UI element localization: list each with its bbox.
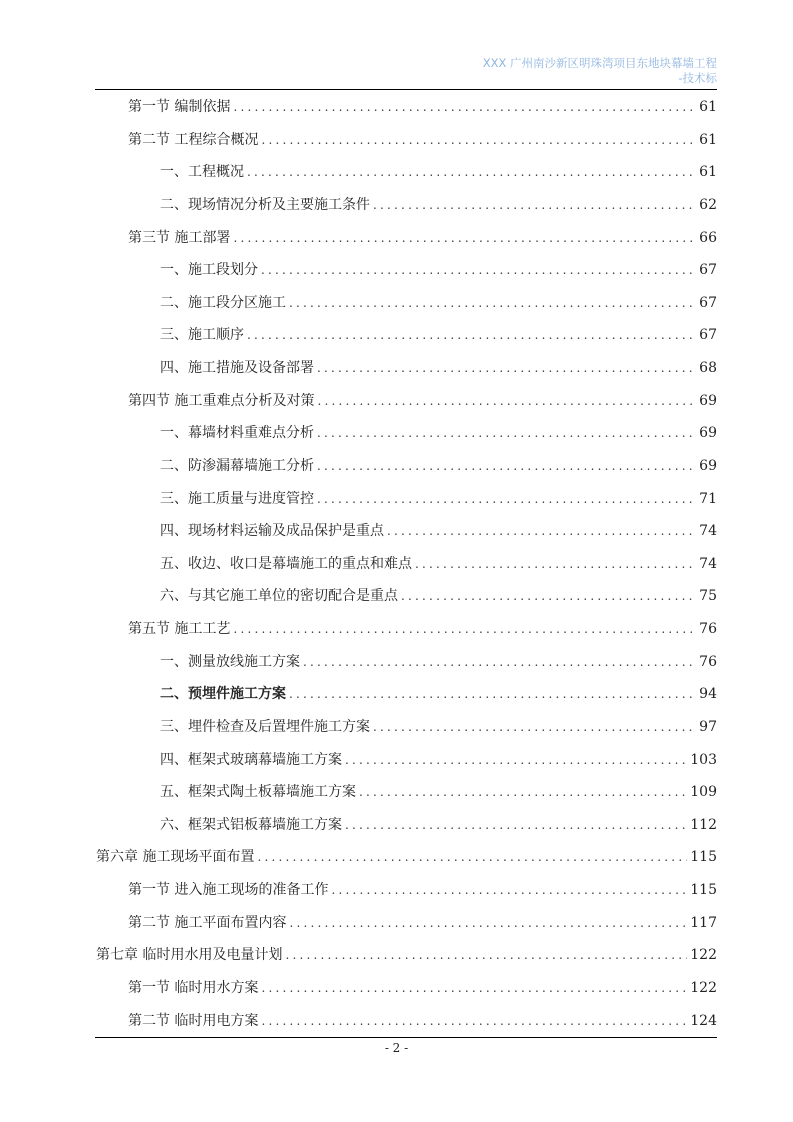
toc-entry[interactable] <box>95 324 717 357</box>
toc-entry-page: 66 <box>699 229 717 246</box>
header-title: XXX 广州南沙新区明珠湾项目东地块幕墙工程 <box>482 56 717 70</box>
toc-entry-title: 第三节 施工部署 <box>128 229 231 246</box>
toc-entry-page: 75 <box>699 588 717 605</box>
toc-entry-page: 112 <box>690 816 717 833</box>
toc-entry-page: 97 <box>699 718 717 735</box>
toc-entry-page: 74 <box>699 523 717 540</box>
toc-entry-title: 一、测量放线施工方案 <box>160 653 300 670</box>
toc-entry-title: 一、工程概况 <box>160 164 244 181</box>
toc-entry[interactable] <box>95 585 717 618</box>
dot-leader <box>401 585 696 607</box>
toc-entry[interactable] <box>95 716 717 749</box>
dot-leader <box>317 422 696 444</box>
toc-entry[interactable] <box>95 455 717 488</box>
page-header <box>483 56 717 86</box>
toc-entry-title: 第七章 临时用水用及电量计划 <box>96 947 283 964</box>
toc-entry-title: 六、框架式铝板幕墙施工方案 <box>160 816 342 833</box>
toc-entry-title: 四、现场材料运输及成品保护是重点 <box>160 523 384 540</box>
toc-entry-title: 第二节 施工平面布置内容 <box>128 914 287 931</box>
toc-entry[interactable] <box>95 846 717 879</box>
toc-entry[interactable] <box>95 879 717 912</box>
toc-entry-page: 109 <box>690 784 717 801</box>
toc-entry[interactable] <box>95 357 717 390</box>
toc-entry-title: 二、现场情况分析及主要施工条件 <box>160 196 370 213</box>
toc-entry-page: 69 <box>699 457 717 474</box>
toc-entry[interactable] <box>95 390 717 423</box>
toc-entry-title: 三、施工顺序 <box>160 327 244 344</box>
dot-leader <box>317 357 696 379</box>
toc-entry-title: 一、施工段划分 <box>160 262 258 279</box>
toc-entry-page: 76 <box>699 621 717 637</box>
toc-entry[interactable] <box>95 944 717 977</box>
toc-entry-page: 67 <box>699 294 717 311</box>
toc-entry-title: 第二节 工程综合概况 <box>128 131 259 148</box>
dot-leader <box>285 944 687 966</box>
toc-entry-title: 六、与其它施工单位的密切配合是重点 <box>160 588 398 605</box>
toc-entry[interactable] <box>95 912 717 945</box>
toc-entry-page: 69 <box>699 425 717 442</box>
dot-leader <box>261 977 687 999</box>
table-of-contents <box>95 96 717 1042</box>
toc-entry-title: 第一节 进入施工现场的准备工作 <box>128 882 329 898</box>
toc-entry[interactable] <box>95 96 717 129</box>
toc-entry-page: 124 <box>690 1012 717 1029</box>
toc-entry-title: 四、框架式玻璃幕墙施工方案 <box>160 751 342 768</box>
toc-entry[interactable] <box>95 520 717 553</box>
toc-entry-page: 74 <box>699 555 717 572</box>
toc-entry[interactable] <box>95 194 717 227</box>
toc-entry-page: 62 <box>699 196 717 213</box>
toc-entry-title: 第二节 临时用电方案 <box>128 1012 259 1029</box>
footer-divider <box>95 1037 717 1038</box>
toc-entry-title: 三、埋件检查及后置埋件施工方案 <box>160 718 370 735</box>
toc-entry[interactable] <box>95 161 717 194</box>
toc-entry[interactable] <box>95 651 717 684</box>
dot-leader <box>261 129 696 151</box>
toc-entry[interactable] <box>95 977 717 1010</box>
dot-leader <box>247 161 696 183</box>
dot-leader <box>247 324 696 346</box>
toc-entry-page: 61 <box>699 99 717 115</box>
toc-entry-title: 五、收边、收口是幕墙施工的重点和难点 <box>160 555 412 572</box>
dot-leader <box>289 912 687 934</box>
toc-entry[interactable] <box>95 129 717 162</box>
dot-leader <box>257 846 687 868</box>
header-subtitle: -技术标 <box>678 71 717 85</box>
page-number: - 2 - <box>384 1041 409 1055</box>
toc-entry-title: 第一节 临时用水方案 <box>128 979 259 996</box>
toc-entry-title: 五、框架式陶土板幕墙施工方案 <box>160 784 356 801</box>
toc-entry-page: 68 <box>699 360 717 376</box>
toc-entry-page: 115 <box>690 882 717 898</box>
toc-entry-title: 二、施工段分区施工 <box>160 294 286 311</box>
toc-entry-title: 二、防渗漏幕墙施工分析 <box>160 457 314 474</box>
toc-entry-page: 61 <box>699 131 717 148</box>
dot-leader <box>373 716 696 738</box>
dot-leader <box>345 749 687 771</box>
toc-entry-page: 69 <box>699 392 717 409</box>
toc-entry-title: 第一节 编制依据 <box>128 99 231 115</box>
dot-leader <box>317 390 696 412</box>
toc-entry-page: 71 <box>699 490 717 507</box>
toc-entry-title: 二、预埋件施工方案 <box>160 686 286 703</box>
toc-entry-page: 122 <box>690 947 717 964</box>
dot-leader <box>233 227 696 249</box>
toc-entry-page: 61 <box>699 164 717 181</box>
toc-entry-page: 115 <box>690 849 717 866</box>
toc-entry-title: 四、施工措施及设备部署 <box>160 360 314 376</box>
dot-leader <box>233 618 696 640</box>
dot-leader <box>317 455 696 477</box>
dot-leader <box>303 651 696 673</box>
dot-leader <box>289 292 696 314</box>
toc-entry-page: 103 <box>690 751 717 768</box>
toc-entry-title: 第五节 施工工艺 <box>128 621 231 637</box>
toc-entry-page: 94 <box>699 686 717 703</box>
dot-leader <box>359 781 687 803</box>
toc-entry[interactable] <box>95 781 717 814</box>
toc-entry[interactable] <box>95 422 717 455</box>
dot-leader <box>345 814 687 836</box>
dot-leader <box>233 96 696 118</box>
toc-entry[interactable] <box>95 553 717 586</box>
toc-entry-page: 122 <box>690 979 717 996</box>
toc-entry-page: 117 <box>690 914 717 931</box>
toc-entry-page: 76 <box>699 653 717 670</box>
dot-leader <box>331 879 687 901</box>
toc-entry[interactable] <box>95 292 717 325</box>
toc-entry-title: 第六章 施工现场平面布置 <box>96 849 255 866</box>
toc-entry-page: 67 <box>699 262 717 279</box>
toc-entry[interactable] <box>95 618 717 651</box>
toc-entry-page: 67 <box>699 327 717 344</box>
toc-entry[interactable] <box>95 814 717 847</box>
dot-leader <box>415 553 696 575</box>
dot-leader <box>261 259 696 281</box>
dot-leader <box>373 194 696 216</box>
dot-leader <box>317 488 696 510</box>
toc-entry-title: 三、施工质量与进度管控 <box>160 490 314 507</box>
toc-entry[interactable] <box>95 488 717 521</box>
toc-entry-title: 第四节 施工重难点分析及对策 <box>128 392 315 409</box>
toc-entry-title: 一、幕墙材料重难点分析 <box>160 425 314 442</box>
header-divider <box>95 89 717 90</box>
toc-entry[interactable] <box>95 683 717 716</box>
dot-leader <box>261 1010 687 1032</box>
toc-entry[interactable] <box>95 227 717 260</box>
dot-leader <box>289 683 696 705</box>
dot-leader <box>387 520 696 542</box>
toc-entry[interactable] <box>95 749 717 782</box>
toc-entry[interactable] <box>95 259 717 292</box>
